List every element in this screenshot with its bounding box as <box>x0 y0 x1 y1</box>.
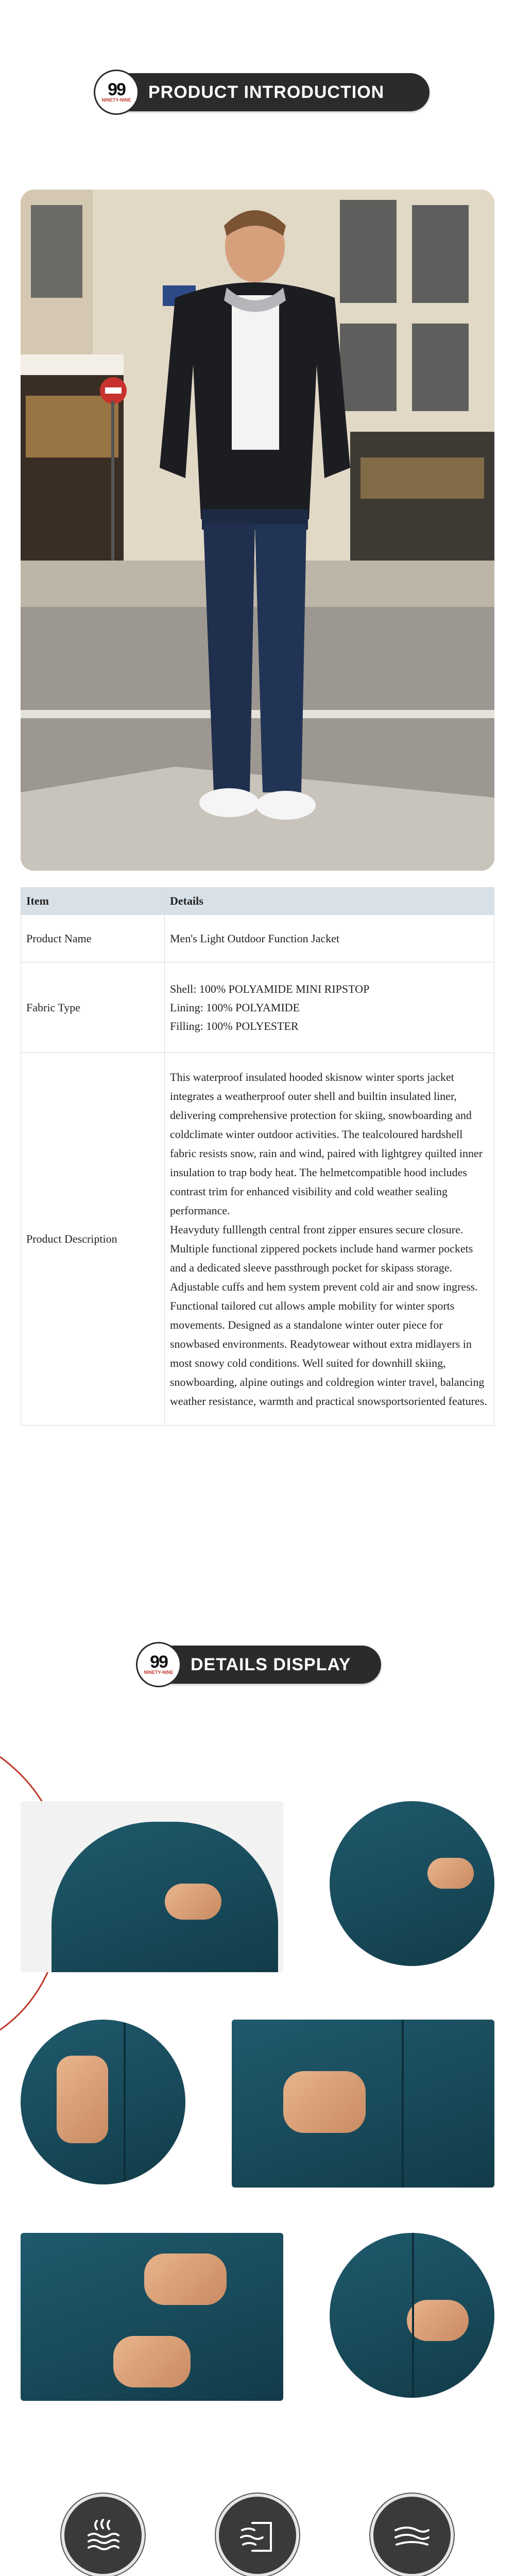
hero-model-photo <box>21 190 494 871</box>
detail-hood-closeup <box>330 1801 494 1966</box>
street-scene-illustration <box>21 190 494 871</box>
section-header-intro <box>97 73 430 111</box>
brand-logo <box>136 1642 181 1687</box>
section-header-details <box>139 1646 381 1684</box>
table-header-details: Details <box>165 888 494 915</box>
brand-logo-number: 99 <box>150 1652 167 1672</box>
brand-logo <box>94 70 139 115</box>
description-value <box>165 1053 494 1426</box>
windproof-icon <box>216 2494 299 2576</box>
table-header-item: Item <box>21 888 165 915</box>
fabric-filling: Filling: 100% POLYESTER <box>170 1019 299 1032</box>
breathable-icon <box>61 2494 145 2576</box>
table-row-description <box>21 1053 494 1426</box>
table-row-product-name <box>21 915 494 962</box>
fabric-label: Fabric Type <box>21 962 165 1053</box>
detail-cuff-photo <box>21 2233 283 2401</box>
brand-logo-text: NINETY-NINE <box>144 1670 174 1675</box>
description-paragraph-1: This waterproof insulated hooded skisnow winter sports jacket integrates a weatherproof outer shell and builtin insulated liner, delivering comprehensive protection for skiing, snowboarding and coldclimate winter outdoor activities. The tealcoloured hardshell fabric resists snow, rain and wind, paired with lightgrey quilted inner insulation to trap body heat. The helmetcompatible hood includes contrast trim for enhanced visibility and cold weather sealing performance. <box>170 1071 483 1217</box>
soft-icon <box>370 2494 454 2576</box>
feature-windproof <box>201 2494 314 2576</box>
brand-logo-number: 99 <box>108 80 125 99</box>
brand-logo-text: NINETY-NINE <box>101 97 131 103</box>
detail-pocket-closeup <box>21 2020 185 2184</box>
fabric-lining: Lining: 100% POLYAMIDE <box>170 1001 300 1014</box>
section-title-intro: PRODUCT INTRODUCTION <box>148 82 385 102</box>
fabric-value <box>165 962 494 1053</box>
section-title-details: DETAILS DISPLAY <box>191 1654 351 1674</box>
description-label: Product Description <box>21 1053 165 1426</box>
feature-breathable <box>46 2494 160 2576</box>
fabric-shell: Shell: 100% POLYAMIDE MINI RIPSTOP <box>170 982 370 995</box>
table-row-fabric <box>21 962 494 1053</box>
detail-hood-photo <box>21 1801 283 1972</box>
detail-cuff-closeup <box>330 2233 494 2398</box>
feature-soft <box>355 2494 469 2576</box>
product-name-label: Product Name <box>21 915 165 962</box>
description-paragraph-2: Heavyduty fulllength central front zipper ensures secure closure. Multiple functional zippered pockets include hand warmer pockets and a dedicated sleeve passthrough pocket for skipass storage. Adjustable cuffs and hem system prevent cold air and snow ingress. Functional tailored cut allows ample mobility for winter sports movements. Designed as a standalone winter outer piece for snowbased environments. Readytowear without extra midlayers in most snowy cold conditions. Well suited for downhill skiing, snowboarding, alpine outings and coldregion winter travel, balancing weather resistance, warmth and practical snowsportsoriented features. <box>170 1223 487 1408</box>
detail-pocket-photo <box>232 2020 494 2188</box>
product-name-value: Men's Light Outdoor Function Jacket <box>165 915 494 962</box>
table-header-row <box>21 888 494 915</box>
product-spec-table <box>21 887 494 1426</box>
